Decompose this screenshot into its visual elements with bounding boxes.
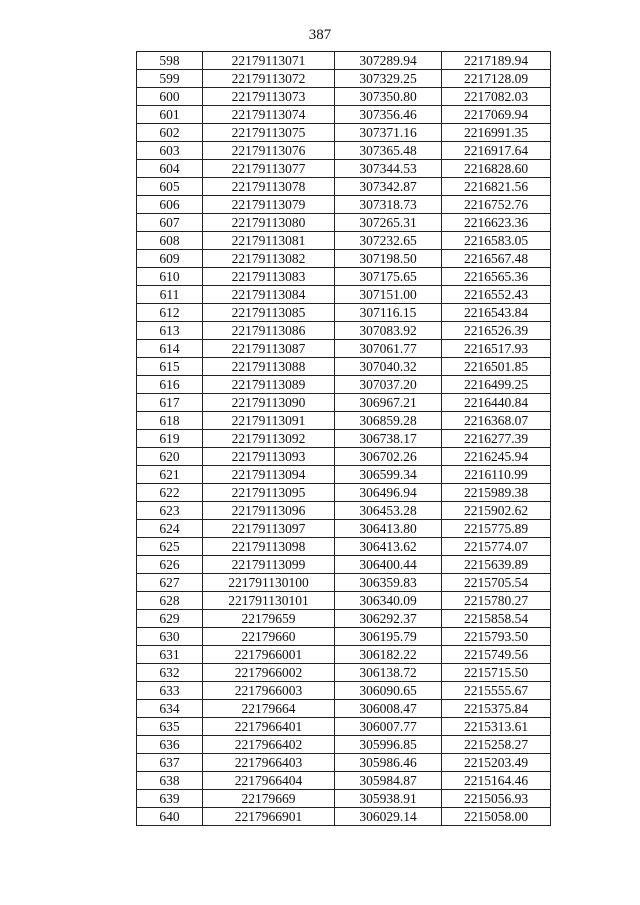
x-coordinate-cell: 306138.72 xyxy=(335,664,442,682)
x-coordinate-cell: 306496.94 xyxy=(335,484,442,502)
x-coordinate-cell: 306008.47 xyxy=(335,700,442,718)
row-number-cell: 607 xyxy=(137,214,203,232)
point-id-cell: 22179113094 xyxy=(203,466,335,484)
point-id-cell: 2217966001 xyxy=(203,646,335,664)
y-coordinate-cell: 2216583.05 xyxy=(442,232,551,250)
y-coordinate-cell: 2215375.84 xyxy=(442,700,551,718)
table-row xyxy=(137,376,551,394)
table-row xyxy=(137,520,551,538)
row-number-cell: 620 xyxy=(137,448,203,466)
y-coordinate-cell: 2216440.84 xyxy=(442,394,551,412)
x-coordinate-cell: 306029.14 xyxy=(335,808,442,826)
x-coordinate-cell: 307342.87 xyxy=(335,178,442,196)
row-number-cell: 637 xyxy=(137,754,203,772)
x-coordinate-cell: 306292.37 xyxy=(335,610,442,628)
table-row xyxy=(137,466,551,484)
y-coordinate-cell: 2215780.27 xyxy=(442,592,551,610)
y-coordinate-cell: 2216991.35 xyxy=(442,124,551,142)
row-number-cell: 634 xyxy=(137,700,203,718)
y-coordinate-cell: 2215775.89 xyxy=(442,520,551,538)
point-id-cell: 22179113076 xyxy=(203,142,335,160)
point-id-cell: 2217966003 xyxy=(203,682,335,700)
row-number-cell: 631 xyxy=(137,646,203,664)
y-coordinate-cell: 2216917.64 xyxy=(442,142,551,160)
table-row xyxy=(137,268,551,286)
table-row xyxy=(137,88,551,106)
row-number-cell: 639 xyxy=(137,790,203,808)
row-number-cell: 603 xyxy=(137,142,203,160)
row-number-cell: 622 xyxy=(137,484,203,502)
x-coordinate-cell: 307318.73 xyxy=(335,196,442,214)
table-row xyxy=(137,772,551,790)
row-number-cell: 621 xyxy=(137,466,203,484)
row-number-cell: 635 xyxy=(137,718,203,736)
x-coordinate-cell: 306599.34 xyxy=(335,466,442,484)
point-id-cell: 2217966901 xyxy=(203,808,335,826)
point-id-cell: 22179664 xyxy=(203,700,335,718)
row-number-cell: 628 xyxy=(137,592,203,610)
point-id-cell: 22179113071 xyxy=(203,52,335,70)
x-coordinate-cell: 307151.00 xyxy=(335,286,442,304)
y-coordinate-cell: 2217082.03 xyxy=(442,88,551,106)
coordinates-table xyxy=(136,51,551,826)
point-id-cell: 22179113075 xyxy=(203,124,335,142)
point-id-cell: 22179113096 xyxy=(203,502,335,520)
point-id-cell: 22179113077 xyxy=(203,160,335,178)
row-number-cell: 606 xyxy=(137,196,203,214)
table-row xyxy=(137,412,551,430)
row-number-cell: 632 xyxy=(137,664,203,682)
y-coordinate-cell: 2216821.56 xyxy=(442,178,551,196)
x-coordinate-cell: 307037.20 xyxy=(335,376,442,394)
row-number-cell: 629 xyxy=(137,610,203,628)
table-row xyxy=(137,718,551,736)
row-number-cell: 616 xyxy=(137,376,203,394)
y-coordinate-cell: 2216567.48 xyxy=(442,250,551,268)
point-id-cell: 2217966002 xyxy=(203,664,335,682)
table-row xyxy=(137,448,551,466)
y-coordinate-cell: 2217128.09 xyxy=(442,70,551,88)
point-id-cell: 22179113079 xyxy=(203,196,335,214)
table-row xyxy=(137,52,551,70)
row-number-cell: 611 xyxy=(137,286,203,304)
y-coordinate-cell: 2215164.46 xyxy=(442,772,551,790)
y-coordinate-cell: 2215705.54 xyxy=(442,574,551,592)
y-coordinate-cell: 2215639.89 xyxy=(442,556,551,574)
x-coordinate-cell: 307198.50 xyxy=(335,250,442,268)
table-row xyxy=(137,160,551,178)
point-id-cell: 22179113082 xyxy=(203,250,335,268)
point-id-cell: 22179659 xyxy=(203,610,335,628)
y-coordinate-cell: 2216501.85 xyxy=(442,358,551,376)
row-number-cell: 605 xyxy=(137,178,203,196)
x-coordinate-cell: 306967.21 xyxy=(335,394,442,412)
table-row xyxy=(137,664,551,682)
x-coordinate-cell: 306859.28 xyxy=(335,412,442,430)
point-id-cell: 22179669 xyxy=(203,790,335,808)
y-coordinate-cell: 2216565.36 xyxy=(442,268,551,286)
x-coordinate-cell: 307365.48 xyxy=(335,142,442,160)
y-coordinate-cell: 2216517.93 xyxy=(442,340,551,358)
y-coordinate-cell: 2215902.62 xyxy=(442,502,551,520)
x-coordinate-cell: 306702.26 xyxy=(335,448,442,466)
point-id-cell: 22179113081 xyxy=(203,232,335,250)
y-coordinate-cell: 2215203.49 xyxy=(442,754,551,772)
x-coordinate-cell: 307265.31 xyxy=(335,214,442,232)
table-row xyxy=(137,106,551,124)
row-number-cell: 615 xyxy=(137,358,203,376)
y-coordinate-cell: 2216623.36 xyxy=(442,214,551,232)
x-coordinate-cell: 306182.22 xyxy=(335,646,442,664)
point-id-cell: 221791130100 xyxy=(203,574,335,592)
point-id-cell: 2217966401 xyxy=(203,718,335,736)
point-id-cell: 22179113083 xyxy=(203,268,335,286)
point-id-cell: 22179660 xyxy=(203,628,335,646)
point-id-cell: 22179113084 xyxy=(203,286,335,304)
y-coordinate-cell: 2216552.43 xyxy=(442,286,551,304)
y-coordinate-cell: 2215313.61 xyxy=(442,718,551,736)
row-number-cell: 638 xyxy=(137,772,203,790)
x-coordinate-cell: 305938.91 xyxy=(335,790,442,808)
row-number-cell: 640 xyxy=(137,808,203,826)
table-row xyxy=(137,250,551,268)
row-number-cell: 613 xyxy=(137,322,203,340)
row-number-cell: 604 xyxy=(137,160,203,178)
point-id-cell: 22179113090 xyxy=(203,394,335,412)
row-number-cell: 599 xyxy=(137,70,203,88)
table-row xyxy=(137,610,551,628)
row-number-cell: 623 xyxy=(137,502,203,520)
table-row xyxy=(137,646,551,664)
point-id-cell: 221791130101 xyxy=(203,592,335,610)
row-number-cell: 600 xyxy=(137,88,203,106)
table-row xyxy=(137,232,551,250)
y-coordinate-cell: 2216277.39 xyxy=(442,430,551,448)
row-number-cell: 609 xyxy=(137,250,203,268)
table-row xyxy=(137,304,551,322)
row-number-cell: 627 xyxy=(137,574,203,592)
x-coordinate-cell: 305986.46 xyxy=(335,754,442,772)
y-coordinate-cell: 2216110.99 xyxy=(442,466,551,484)
x-coordinate-cell: 307083.92 xyxy=(335,322,442,340)
y-coordinate-cell: 2215056.93 xyxy=(442,790,551,808)
x-coordinate-cell: 306195.79 xyxy=(335,628,442,646)
table-row xyxy=(137,682,551,700)
point-id-cell: 2217966402 xyxy=(203,736,335,754)
x-coordinate-cell: 307356.46 xyxy=(335,106,442,124)
y-coordinate-cell: 2217069.94 xyxy=(442,106,551,124)
table-row xyxy=(137,142,551,160)
x-coordinate-cell: 307061.77 xyxy=(335,340,442,358)
point-id-cell: 22179113091 xyxy=(203,412,335,430)
point-id-cell: 22179113073 xyxy=(203,88,335,106)
point-id-cell: 22179113092 xyxy=(203,430,335,448)
row-number-cell: 636 xyxy=(137,736,203,754)
point-id-cell: 22179113099 xyxy=(203,556,335,574)
x-coordinate-cell: 305984.87 xyxy=(335,772,442,790)
y-coordinate-cell: 2215058.00 xyxy=(442,808,551,826)
table-row xyxy=(137,430,551,448)
table-row xyxy=(137,286,551,304)
x-coordinate-cell: 307289.94 xyxy=(335,52,442,70)
point-id-cell: 22179113078 xyxy=(203,178,335,196)
point-id-cell: 22179113093 xyxy=(203,448,335,466)
table-row xyxy=(137,196,551,214)
y-coordinate-cell: 2216543.84 xyxy=(442,304,551,322)
point-id-cell: 22179113072 xyxy=(203,70,335,88)
point-id-cell: 22179113089 xyxy=(203,376,335,394)
x-coordinate-cell: 306413.80 xyxy=(335,520,442,538)
point-id-cell: 22179113085 xyxy=(203,304,335,322)
row-number-cell: 630 xyxy=(137,628,203,646)
y-coordinate-cell: 2216752.76 xyxy=(442,196,551,214)
point-id-cell: 22179113074 xyxy=(203,106,335,124)
x-coordinate-cell: 307040.32 xyxy=(335,358,442,376)
x-coordinate-cell: 306400.44 xyxy=(335,556,442,574)
row-number-cell: 612 xyxy=(137,304,203,322)
page-number: 387 xyxy=(308,27,332,43)
table-row xyxy=(137,358,551,376)
point-id-cell: 22179113080 xyxy=(203,214,335,232)
table-row xyxy=(137,736,551,754)
table-row xyxy=(137,484,551,502)
row-number-cell: 598 xyxy=(137,52,203,70)
x-coordinate-cell: 307329.25 xyxy=(335,70,442,88)
point-id-cell: 22179113095 xyxy=(203,484,335,502)
x-coordinate-cell: 307116.15 xyxy=(335,304,442,322)
x-coordinate-cell: 307175.65 xyxy=(335,268,442,286)
row-number-cell: 619 xyxy=(137,430,203,448)
point-id-cell: 2217966403 xyxy=(203,754,335,772)
point-id-cell: 22179113088 xyxy=(203,358,335,376)
x-coordinate-cell: 306340.09 xyxy=(335,592,442,610)
row-number-cell: 625 xyxy=(137,538,203,556)
y-coordinate-cell: 2215258.27 xyxy=(442,736,551,754)
y-coordinate-cell: 2215749.56 xyxy=(442,646,551,664)
x-coordinate-cell: 306413.62 xyxy=(335,538,442,556)
y-coordinate-cell: 2215989.38 xyxy=(442,484,551,502)
point-id-cell: 22179113086 xyxy=(203,322,335,340)
x-coordinate-cell: 307232.65 xyxy=(335,232,442,250)
x-coordinate-cell: 306359.83 xyxy=(335,574,442,592)
table-row xyxy=(137,790,551,808)
table-row xyxy=(137,124,551,142)
row-number-cell: 618 xyxy=(137,412,203,430)
table-row xyxy=(137,394,551,412)
x-coordinate-cell: 306738.17 xyxy=(335,430,442,448)
x-coordinate-cell: 306090.65 xyxy=(335,682,442,700)
table-row xyxy=(137,628,551,646)
table-row xyxy=(137,808,551,826)
coordinates-table-body xyxy=(137,52,551,826)
y-coordinate-cell: 2215715.50 xyxy=(442,664,551,682)
table-row xyxy=(137,340,551,358)
point-id-cell: 22179113087 xyxy=(203,340,335,358)
y-coordinate-cell: 2216499.25 xyxy=(442,376,551,394)
y-coordinate-cell: 2217189.94 xyxy=(442,52,551,70)
row-number-cell: 610 xyxy=(137,268,203,286)
table-row xyxy=(137,322,551,340)
y-coordinate-cell: 2216526.39 xyxy=(442,322,551,340)
table-row xyxy=(137,592,551,610)
table-row xyxy=(137,214,551,232)
table-row xyxy=(137,538,551,556)
table-row xyxy=(137,70,551,88)
row-number-cell: 624 xyxy=(137,520,203,538)
y-coordinate-cell: 2216245.94 xyxy=(442,448,551,466)
y-coordinate-cell: 2215555.67 xyxy=(442,682,551,700)
x-coordinate-cell: 307344.53 xyxy=(335,160,442,178)
y-coordinate-cell: 2216828.60 xyxy=(442,160,551,178)
row-number-cell: 614 xyxy=(137,340,203,358)
x-coordinate-cell: 307350.80 xyxy=(335,88,442,106)
table-row xyxy=(137,754,551,772)
point-id-cell: 22179113098 xyxy=(203,538,335,556)
row-number-cell: 602 xyxy=(137,124,203,142)
y-coordinate-cell: 2216368.07 xyxy=(442,412,551,430)
x-coordinate-cell: 306007.77 xyxy=(335,718,442,736)
table-row xyxy=(137,502,551,520)
y-coordinate-cell: 2215793.50 xyxy=(442,628,551,646)
table-row xyxy=(137,574,551,592)
row-number-cell: 633 xyxy=(137,682,203,700)
row-number-cell: 608 xyxy=(137,232,203,250)
row-number-cell: 601 xyxy=(137,106,203,124)
point-id-cell: 2217966404 xyxy=(203,772,335,790)
x-coordinate-cell: 306453.28 xyxy=(335,502,442,520)
x-coordinate-cell: 307371.16 xyxy=(335,124,442,142)
table-row xyxy=(137,178,551,196)
row-number-cell: 617 xyxy=(137,394,203,412)
y-coordinate-cell: 2215774.07 xyxy=(442,538,551,556)
table-row xyxy=(137,700,551,718)
row-number-cell: 626 xyxy=(137,556,203,574)
point-id-cell: 22179113097 xyxy=(203,520,335,538)
table-row xyxy=(137,556,551,574)
y-coordinate-cell: 2215858.54 xyxy=(442,610,551,628)
x-coordinate-cell: 305996.85 xyxy=(335,736,442,754)
